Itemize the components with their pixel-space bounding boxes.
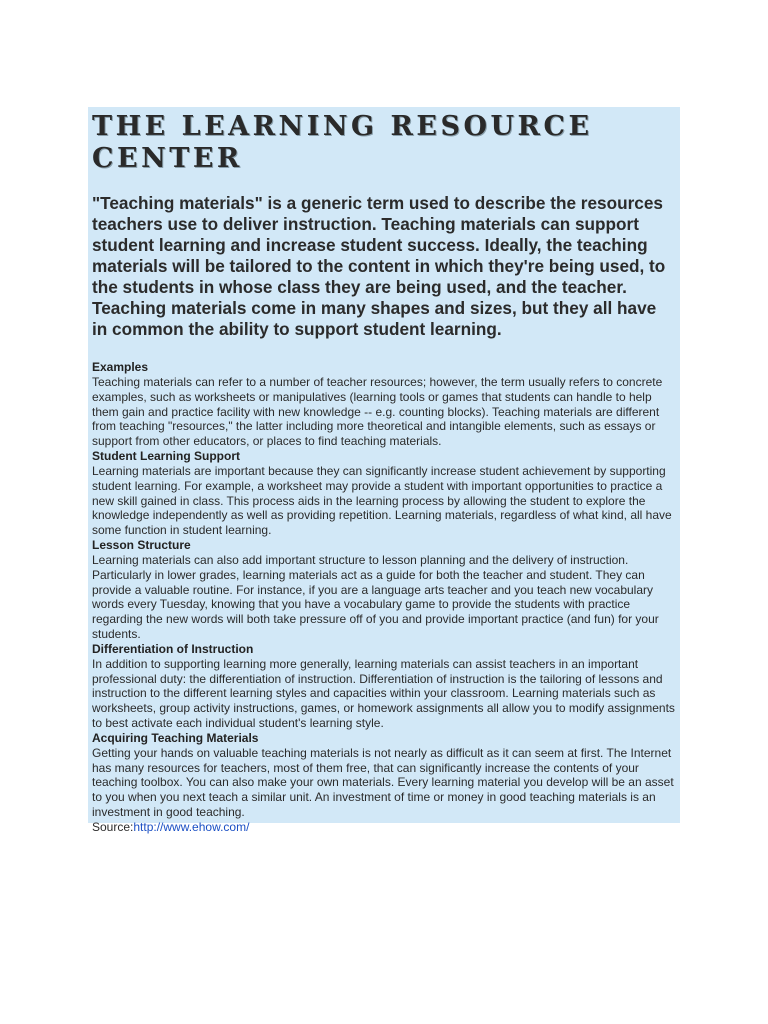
section-heading: Acquiring Teaching Materials <box>92 730 259 745</box>
section-acquiring-teaching-materials <box>92 731 676 820</box>
section-student-learning-support <box>92 449 676 538</box>
section-body: Getting your hands on valuable teaching materials is not nearly as difficult as it can seem at first. The Internet has many resources for teachers, most of them free, that can significantly increase the contents of your teaching toolbox. You can also make your own materials. Every learning material you develop will be an asset to you when you next teach a similar unit. An investment of time or money in good teaching materials is an investment in good teaching. <box>92 745 674 819</box>
section-differentiation-of-instruction <box>92 642 676 731</box>
section-body: Learning materials can also add important structure to lesson planning and the delivery of instruction. Particularly in lower grades, learning materials act as a guide for both the teacher and student. They can provide a valuable routine. For instance, if you are a language arts teacher and you teach new vocabulary words every Tuesday, knowing that you have a vocabulary game to provide the students with practice regarding the new words will both take pressure off of you and provide important practice (and fun) for your students. <box>92 552 659 641</box>
section-heading: Differentiation of Instruction <box>92 641 254 656</box>
section-body: Teaching materials can refer to a number of teacher resources; however, the term usually refers to concrete examples, such as worksheets or manipulatives (learning tools or games that students can handle to help them gain and practice facility with new knowledge -- e.g. counting blocks). Teaching materials are different from teaching "resources," the latter including more theoretical and intangible elements, such as essays or support from other educators, or places to find teaching materials. <box>92 375 663 449</box>
section-heading: Student Learning Support <box>92 448 240 463</box>
source-line <box>92 820 676 835</box>
source-label: Source: <box>92 819 134 834</box>
section-examples <box>92 360 676 449</box>
section-body: Learning materials are important because they can significantly increase student achievement by supporting student learning. For example, a worksheet may provide a student with important opportunities to practice a new skill gained in class. This process aids in the learning process by allowing the student to explore the knowledge independently as well as providing repetition. Learning materials, regardless of what kind, all have some function in student learning. <box>92 463 672 538</box>
section-body: In addition to supporting learning more generally, learning materials can assist teachers in an important professional duty: the differentiation of instruction. Differentiation of instruction is the tailoring of lessons and instruction to the different learning styles and capacities within your classroom. Learning materials such as worksheets, group activity instructions, games, or homework assignments all allow you to modify assignments to best activate each individual student's learning style. <box>92 656 675 730</box>
source-link[interactable]: http://www.ehow.com/ <box>133 819 250 834</box>
section-heading: Examples <box>92 360 149 374</box>
section-heading: Lesson Structure <box>92 537 191 552</box>
section-lesson-structure <box>92 538 676 642</box>
page-title: THE LEARNING RESOURCE CENTER <box>92 111 593 174</box>
sections <box>92 360 676 835</box>
document-panel <box>88 107 680 834</box>
intro-paragraph: "Teaching materials" is a generic term used to describe the resources teachers use to deliver instruction. Teaching materials can support student learning and increase student success. Ideally, the teaching materials will be tailored to the content in which they're being used, to the students in whose class they are being used, and the teacher. Teaching materials come in many shapes and sizes, but they all have in common the ability to support student learning. <box>92 193 666 339</box>
